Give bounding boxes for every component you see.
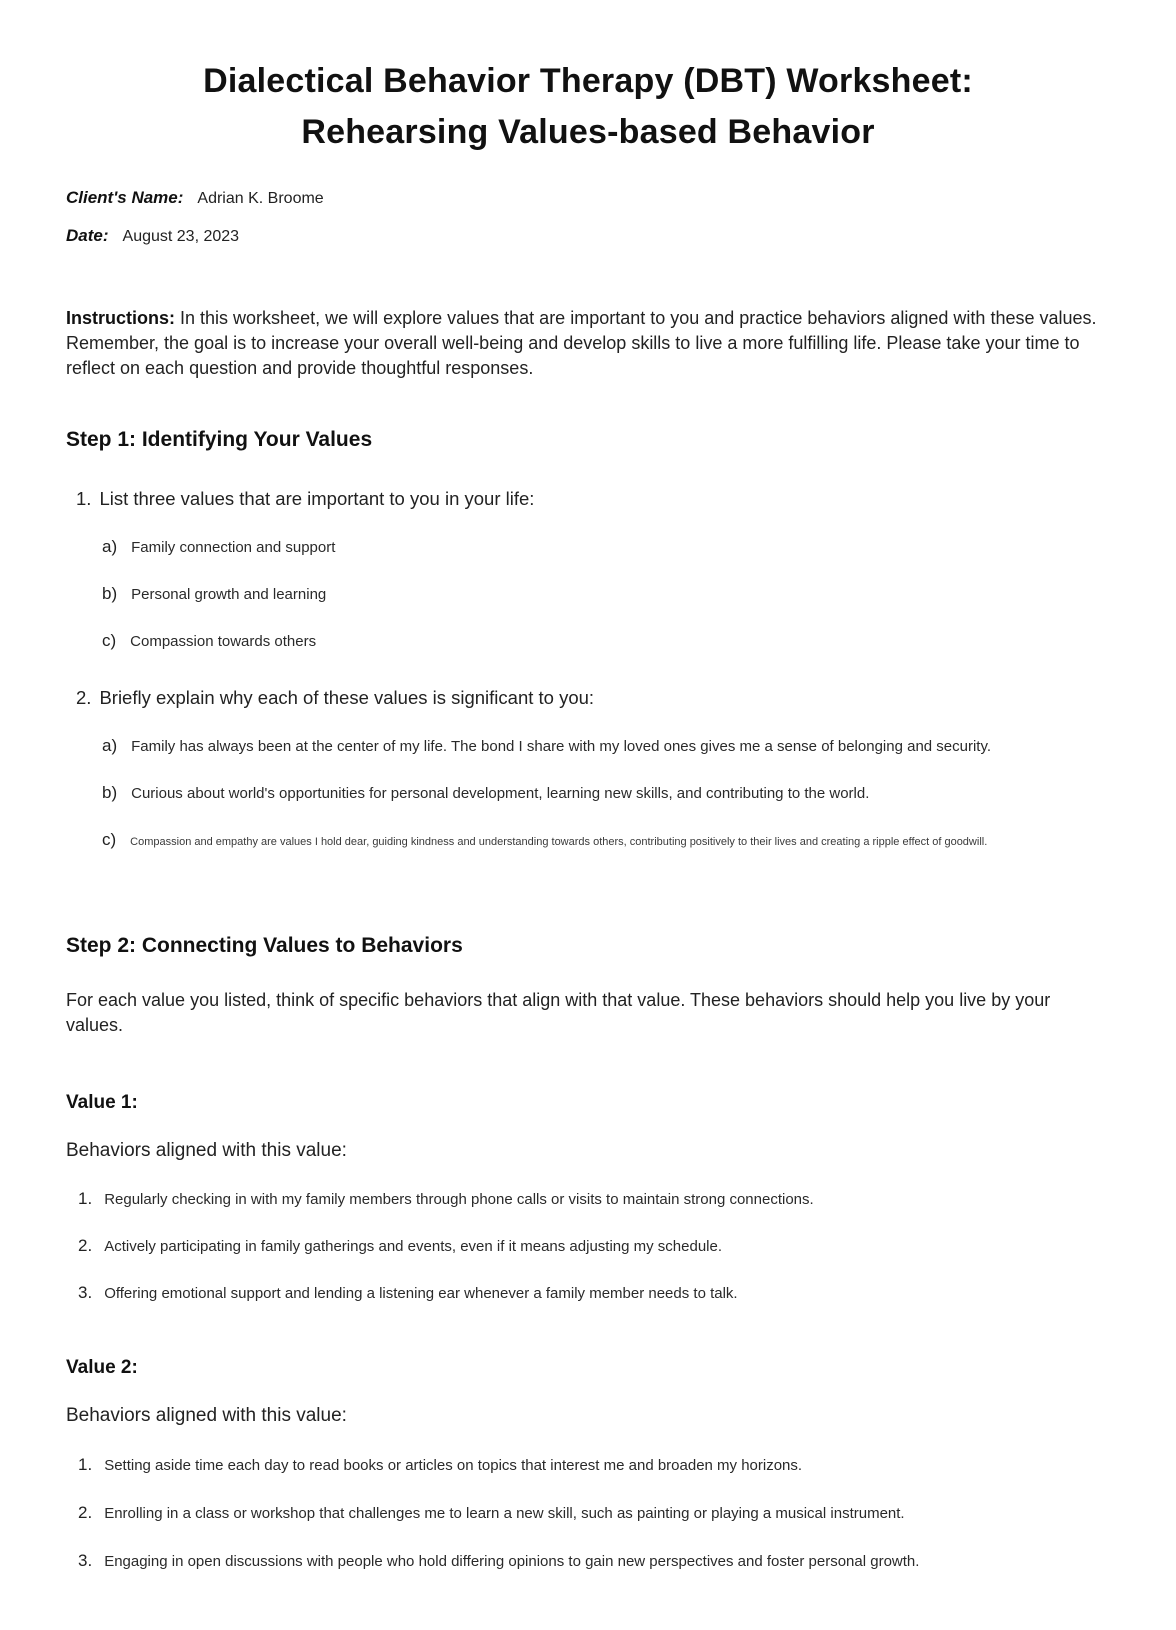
answer-text: Family connection and support: [131, 538, 336, 556]
page-title: [66, 56, 1110, 158]
value1-heading: Value 1:: [66, 1091, 138, 1113]
item-number: 3.: [78, 1550, 93, 1570]
item-text: Engaging in open discussions with people who hold differing opinions to gain new perspectives and foster personal growth.: [104, 1552, 920, 1570]
date-value: August 23, 2023: [122, 228, 240, 245]
instructions-label: Instructions:: [66, 308, 176, 328]
step1-question-1: [66, 488, 1110, 510]
item-text: Actively participating in family gatherings and events, even if it means adjusting my schedule.: [104, 1237, 723, 1255]
item-number: 1.: [78, 1454, 93, 1474]
client-name-value: Adrian K. Broome: [197, 190, 324, 207]
item-text: Enrolling in a class or workshop that challenges me to learn a new skill, such as painting or playing a musical instrument.: [104, 1504, 905, 1522]
item-text: Offering emotional support and lending a listening ear whenever a family member needs to talk.: [104, 1284, 738, 1302]
answer-label: c): [102, 630, 117, 650]
step2-heading: Step 2: Connecting Values to Behaviors: [66, 933, 463, 957]
answer-text: Compassion and empathy are values I hold dear, guiding kindness and understanding towards others, contributing positively to their lives and creating a ripple effect of goodwill.: [130, 835, 988, 848]
answer-text: Family has always been at the center of my life. The bond I share with my loved ones gives me a sense of belonging and security.: [131, 737, 992, 755]
question-text: List three values that are important to you in your life:: [99, 487, 535, 509]
value2-heading: Value 2:: [66, 1356, 138, 1378]
client-name-row: [66, 188, 1110, 208]
client-name-label: Client's Name:: [66, 188, 184, 207]
step1-question-2: [66, 687, 1110, 709]
item-text: Regularly checking in with my family members through phone calls or visits to maintain strong connections.: [104, 1190, 814, 1208]
page-title-line-2: Rehearsing Values-based Behavior: [301, 113, 875, 151]
item-number: 3.: [78, 1282, 93, 1302]
page-title-line-1: Dialectical Behavior Therapy (DBT) Worksheet:: [203, 62, 973, 100]
answer-label: c): [102, 829, 117, 849]
question-number: 1.: [76, 487, 92, 509]
answer-text: Curious about world's opportunities for personal development, learning new skills, and contributing to the world.: [131, 784, 870, 802]
answer-label: b): [102, 782, 118, 802]
answer-label: b): [102, 583, 118, 603]
step1-q1-answer-b: [66, 584, 1110, 604]
answer-text: Personal growth and learning: [131, 585, 327, 603]
step1-heading: Step 1: Identifying Your Values: [66, 427, 373, 451]
instructions-paragraph: [66, 306, 1110, 382]
step1-q1-answer-a: [66, 537, 1110, 557]
answer-label: a): [102, 735, 118, 755]
step1-q2-answer-a: [66, 736, 1110, 756]
question-text: Briefly explain why each of these values is significant to you:: [99, 686, 595, 708]
value2-item-3: [66, 1551, 1110, 1571]
item-number: 2.: [78, 1502, 93, 1522]
item-number: 2.: [78, 1235, 93, 1255]
answer-text: Compassion towards others: [130, 632, 317, 650]
value2-item-2: [66, 1503, 1110, 1523]
step1-q1-answer-c: [66, 631, 1110, 651]
value1-item-2: [66, 1236, 1110, 1256]
date-label: Date:: [66, 226, 109, 245]
value1-subheading: Behaviors aligned with this value:: [66, 1139, 347, 1161]
item-number: 1.: [78, 1188, 93, 1208]
value2-subheading: Behaviors aligned with this value:: [66, 1404, 347, 1426]
value1-block: [66, 1092, 1110, 1303]
value2-item-1: [66, 1455, 1110, 1475]
step1-q2-answer-c: [66, 830, 1110, 850]
instructions-text: In this worksheet, we will explore values that are important to you and practice behaviors aligned with these values. Remember, the goal is to increase your overall well-being and develop skills to live a more fulfilling life. Please take your time to reflect on each question and provide thoughtful responses.: [66, 308, 1097, 379]
value1-item-3: [66, 1283, 1110, 1303]
question-number: 2.: [76, 686, 92, 708]
step1-q2-answer-b: [66, 783, 1110, 803]
step2-intro: For each value you listed, think of specific behaviors that align with that value. These behaviors should help you live by your values.: [66, 989, 1051, 1035]
value2-block: [66, 1357, 1110, 1571]
item-text: Setting aside time each day to read books or articles on topics that interest me and broaden my horizons.: [104, 1456, 803, 1474]
value1-item-1: [66, 1189, 1110, 1209]
date-row: [66, 226, 1110, 246]
answer-label: a): [102, 536, 118, 556]
